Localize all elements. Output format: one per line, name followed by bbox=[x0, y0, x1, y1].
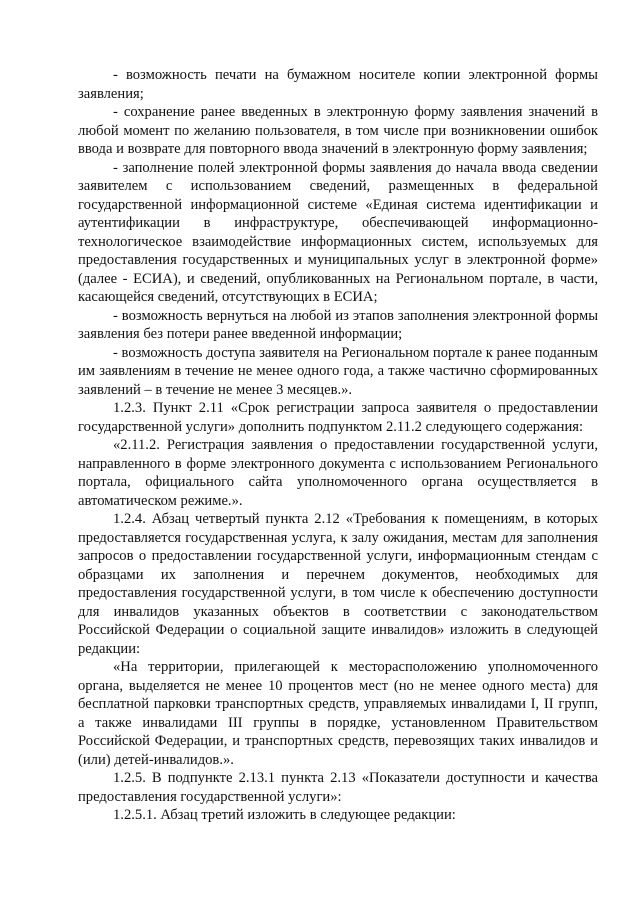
paragraph-1-2-5: 1.2.5. В подпункте 2.13.1 пункта 2.13 «Показатели доступности и качества предоставления государственной услуги»: bbox=[78, 770, 598, 805]
paragraph-return-step: - возможность вернуться на любой из этапов заполнения электронной формы заявления без потери ранее введенной информации; bbox=[78, 307, 598, 342]
paragraph-1-2-3: 1.2.3. Пункт 2.11 «Срок регистрации запроса заявителя о предоставлении государственной услуги» дополнить подпунктом 2.11.2 следующего содержания: bbox=[78, 400, 598, 435]
paragraph-esia-fill: - заполнение полей электронной формы заявления до начала ввода сведении заявителем с использованием сведений, размещенных в федеральной государственной информационной системе «Единая система идентификации и аутентификации в инфраструктуре, обеспечивающей информационно-технологическое взаимодействие информационных систем, используемых для предоставления государственных и муниципальных услуг в электронной форме» (далее - ЕСИА), и сведений, опубликованных на Региональном портале, в части, касающейся сведений, отсутствующих в ЕСИА; bbox=[78, 159, 598, 305]
document-body bbox=[78, 66, 598, 825]
paragraph-2-11-2: «2.11.2. Регистрация заявления о предоставлении государственной услуги, направленного в форме электронного документа с использованием Регионального портала, официального сайта уполномоченного органа осуществляется в автоматическом режиме.». bbox=[78, 437, 598, 509]
paragraph-1-2-4: 1.2.4. Абзац четвертый пункта 2.12 «Требования к помещениям, в которых предоставляется государственная услуга, к залу ожидания, местам для заполнения запросов о предоставлении государственной услуги, информационным стендам с образцами их заполнения и перечнем документов, необходимых для предоставления государственной услуги, в том числе к обеспечению доступности для инвалидов указанных объектов в соответствии с законодательством Российской Федерации о социальной защите инвалидов» изложить в следующей редакции: bbox=[78, 511, 598, 657]
paragraph-parking: «На территории, прилегающей к месторасположению уполномоченного органа, выделяется не менее 10 процентов мест (но не менее одного места) для бесплатной парковки транспортных средств, управляемых инвалидами I, II групп, а также инвалидами III группы в порядке, установленном Правительством Российской Федерации, и транспортных средств, перевозящих таких инвалидов и (или) детей-инвалидов.». bbox=[78, 659, 598, 768]
paragraph-1-2-5-1: 1.2.5.1. Абзац третий изложить в следующее редакции: bbox=[113, 807, 456, 823]
paragraph-save-values: - сохранение ранее введенных в электронную форму заявления значений в любой момент по желанию пользователя, в том числе при возникновении ошибок ввода и возврате для повторного ввода значений в электронную форму заявления; bbox=[78, 104, 598, 157]
paragraph-print-copy: - возможность печати на бумажном носителе копии электронной формы заявления; bbox=[78, 67, 598, 102]
paragraph-access-history: - возможность доступа заявителя на Региональном портале к ранее поданным им заявлениям в течение не менее одного года, а также частично сформированных заявлений – в течение не менее 3 месяцев.». bbox=[78, 344, 598, 398]
